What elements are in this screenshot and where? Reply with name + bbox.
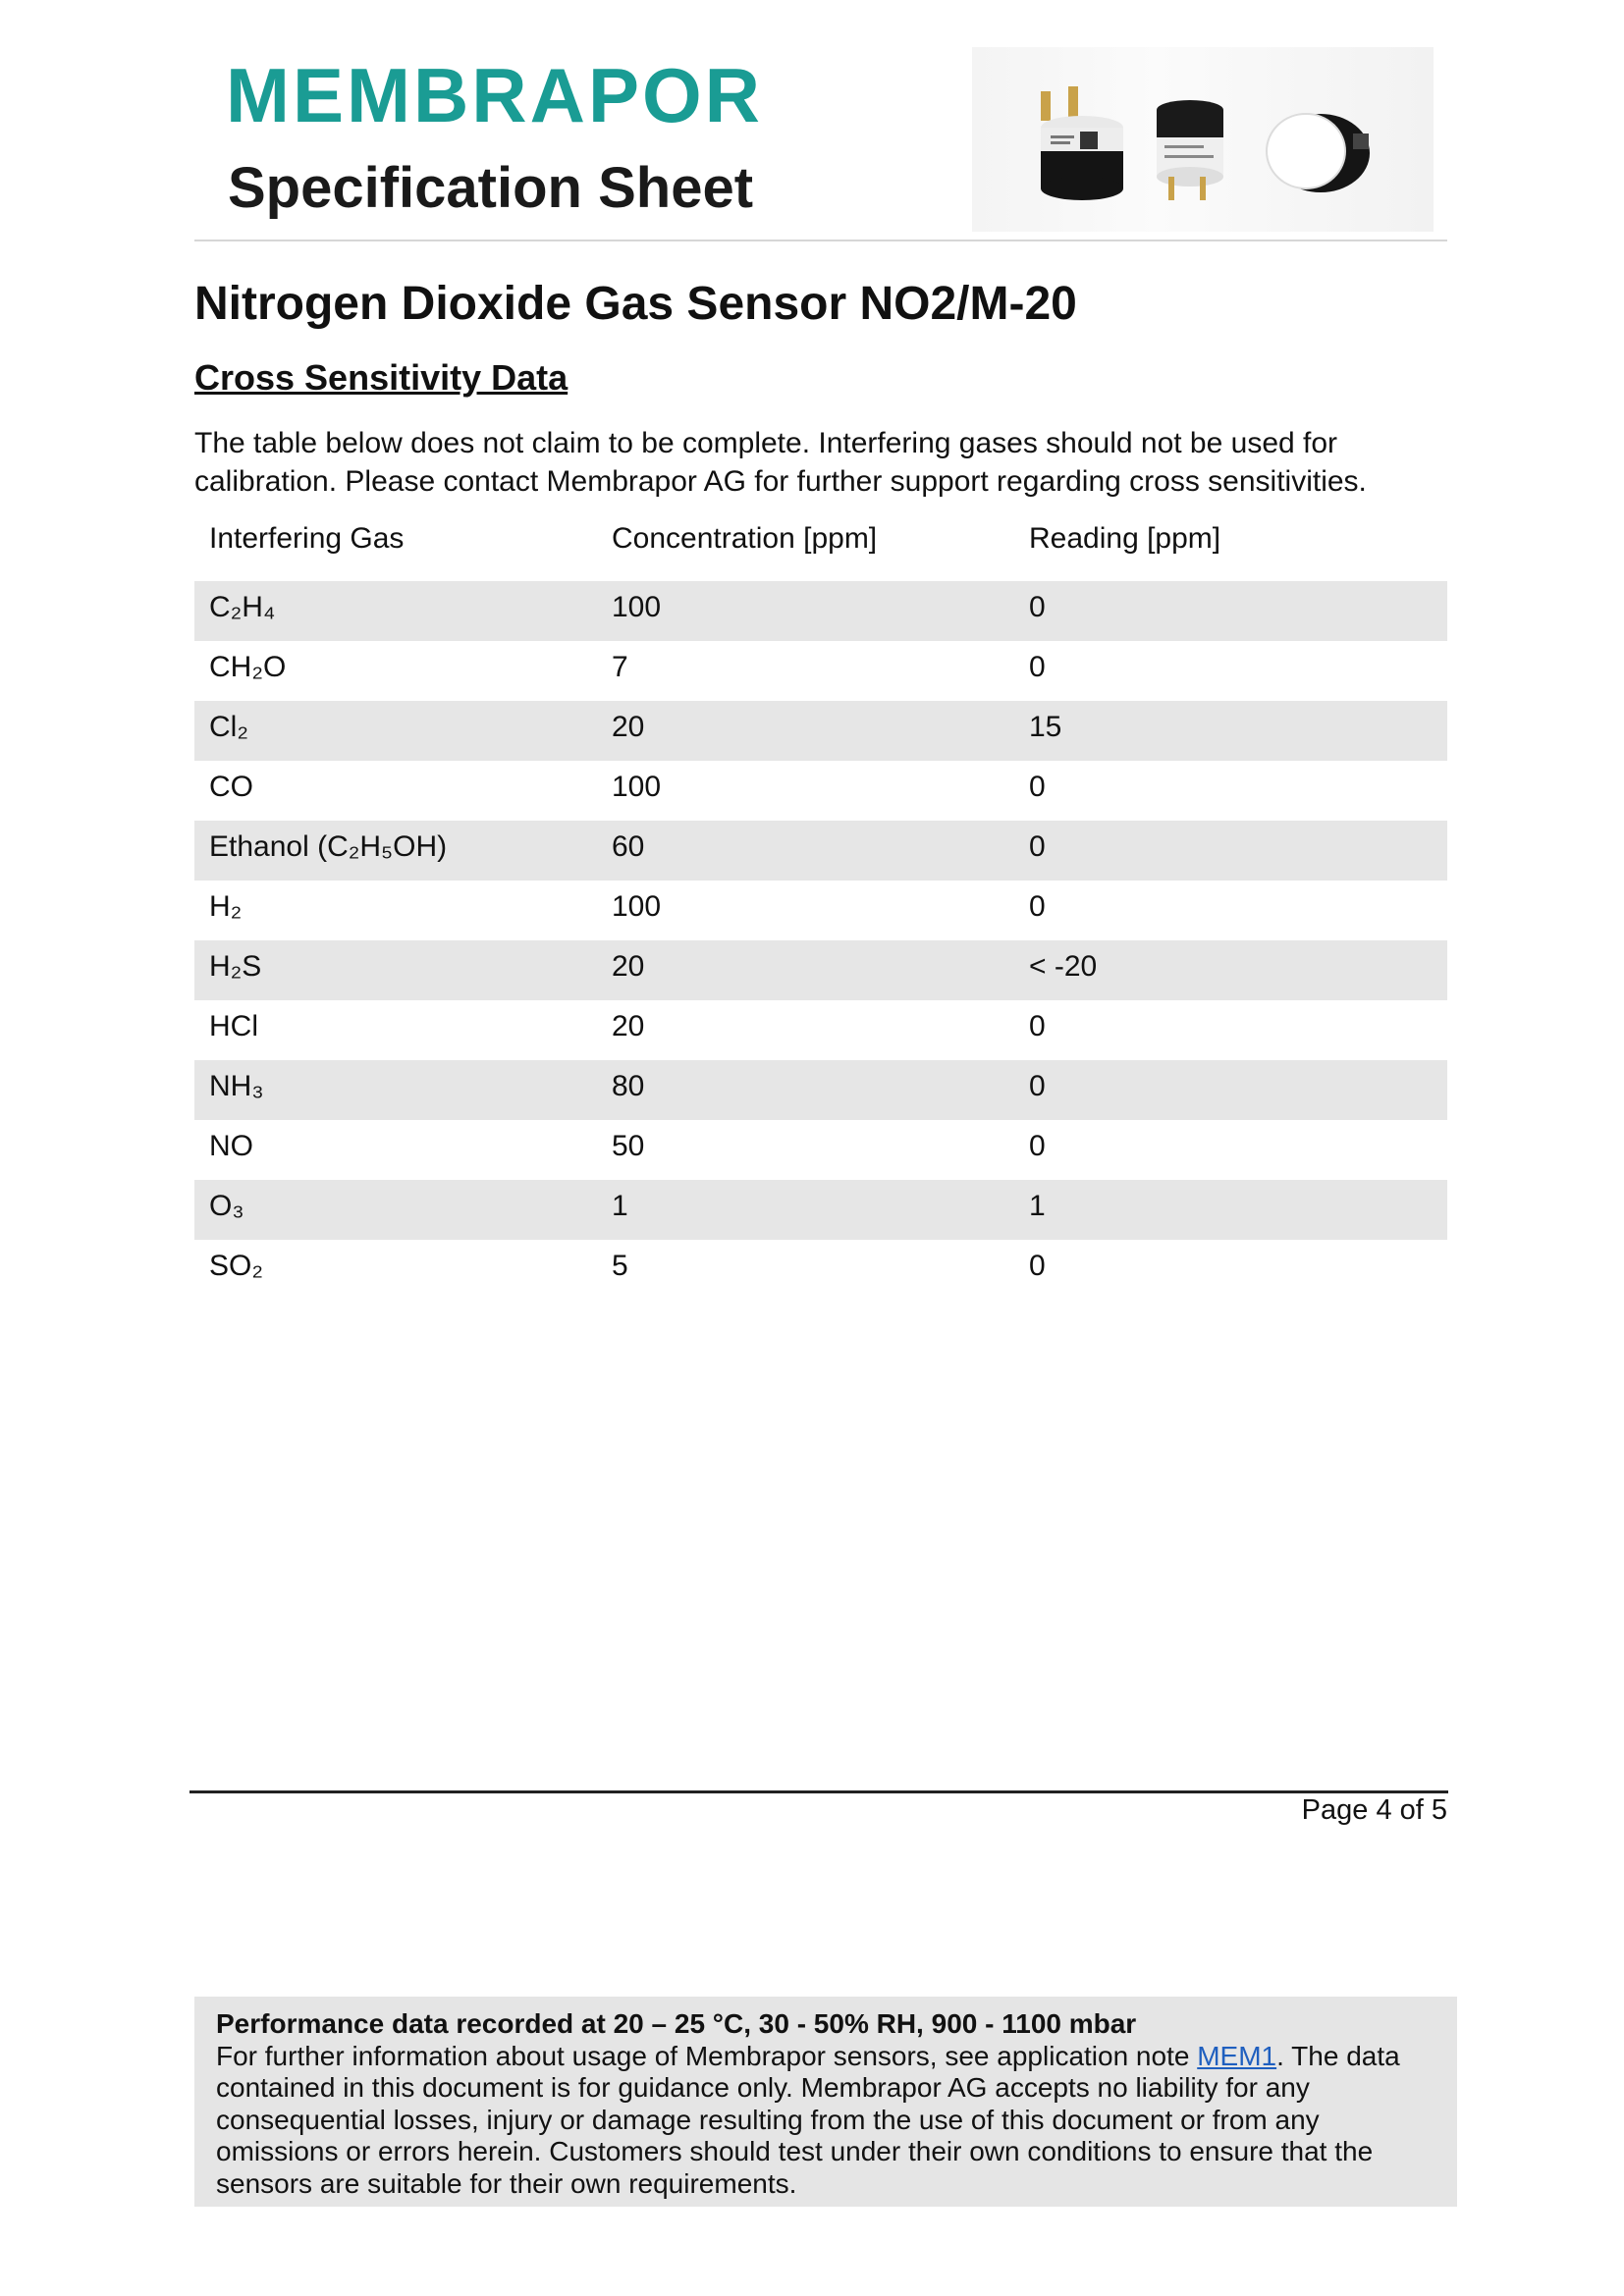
gas-cell: Ethanol (C₂H₅OH) xyxy=(209,830,448,863)
disclaimer-text-end: . The data contained in this document is for guidance only. Membrapor AG accepts no liability for any consequential losses, injury or damage resulting from the use of this document or from any omissions or errors herein. Customers should test under their own conditions to ensure that the sensors are suitable for their own requirements. xyxy=(216,2040,1400,2199)
table-row xyxy=(194,1060,1447,1120)
reading-cell: 0 xyxy=(1029,1010,1046,1042)
reading-cell: < -20 xyxy=(1029,950,1098,983)
reading-cell: 15 xyxy=(1029,711,1062,743)
reading-cell: 0 xyxy=(1029,651,1046,683)
table-row xyxy=(194,1000,1447,1060)
table-row xyxy=(194,881,1447,940)
sensor-left-image xyxy=(1041,86,1123,200)
intro-line-2: calibration. Please contact Membrapor AG for further support regarding cross sensitivities. xyxy=(194,465,1367,498)
reading-cell: 0 xyxy=(1029,830,1046,863)
intro-line-1: The table below does not claim to be complete. Interfering gases should not be used for xyxy=(194,427,1338,459)
gas-cell: H₂ xyxy=(209,890,243,923)
concentration-cell: 7 xyxy=(612,651,628,683)
concentration-cell: 100 xyxy=(612,890,662,923)
gas-cell: C₂H₄ xyxy=(209,591,276,623)
page-number: Page 4 of 5 xyxy=(1301,1794,1447,1826)
concentration-cell: 20 xyxy=(612,950,645,983)
concentration-cell: 5 xyxy=(612,1250,628,1282)
sensor-right-image xyxy=(1267,114,1370,192)
gas-cell: H₂S xyxy=(209,950,262,983)
reading-cell: 0 xyxy=(1029,890,1046,923)
table-row xyxy=(194,940,1447,1000)
mem1-link[interactable]: MEM1 xyxy=(1197,2040,1277,2071)
table-row xyxy=(194,701,1447,761)
reading-cell: 0 xyxy=(1029,1250,1046,1282)
reading-cell: 0 xyxy=(1029,771,1046,803)
disclaimer-heading: Performance data recorded at 20 – 25 °C, 30 - 50% RH, 900 - 1100 mbar xyxy=(216,2008,1137,2039)
table-row xyxy=(194,1240,1447,1300)
table-row xyxy=(194,581,1447,641)
gas-cell: Cl₂ xyxy=(209,711,248,743)
gas-cell: NO xyxy=(209,1130,253,1162)
gas-cell: HCl xyxy=(209,1010,258,1042)
reading-cell: 1 xyxy=(1029,1190,1046,1222)
sensor-photo xyxy=(972,47,1434,232)
column-header-reading: Reading [ppm] xyxy=(1029,522,1221,555)
table-row xyxy=(194,1180,1447,1240)
concentration-cell: 60 xyxy=(612,830,645,863)
gas-cell: O₃ xyxy=(209,1190,244,1222)
gas-cell: CH₂O xyxy=(209,651,287,683)
table-header-row xyxy=(194,512,1447,581)
sensor-middle-image xyxy=(1157,100,1223,200)
reading-cell: 0 xyxy=(1029,1130,1046,1162)
concentration-cell: 20 xyxy=(612,711,645,743)
brand-logo: MEMBRAPOR xyxy=(226,52,763,138)
concentration-cell: 100 xyxy=(612,591,662,623)
concentration-cell: 100 xyxy=(612,771,662,803)
table-row xyxy=(194,821,1447,881)
cross-sensitivity-table xyxy=(194,512,1447,1300)
concentration-cell: 80 xyxy=(612,1070,645,1102)
reading-cell: 0 xyxy=(1029,1070,1046,1102)
sensors-illustration xyxy=(972,47,1434,232)
sheet-subtitle: Specification Sheet xyxy=(228,156,754,220)
header-divider xyxy=(194,240,1447,241)
section-title: Cross Sensitivity Data xyxy=(194,357,568,398)
table-row xyxy=(194,1120,1447,1180)
document-title: Nitrogen Dioxide Gas Sensor NO2/M-20 xyxy=(194,278,1077,330)
reading-cell: 0 xyxy=(1029,591,1046,623)
disclaimer-text-start: For further information about usage of Membrapor sensors, see application note xyxy=(216,2040,1198,2071)
disclaimer-box xyxy=(194,1997,1457,2207)
table-row xyxy=(194,761,1447,821)
footer-divider xyxy=(189,1790,1448,1793)
gas-cell: NH₃ xyxy=(209,1070,264,1102)
concentration-cell: 50 xyxy=(612,1130,645,1162)
column-header-concentration: Concentration [ppm] xyxy=(612,522,878,555)
intro-paragraph xyxy=(194,424,1461,501)
table-row xyxy=(194,641,1447,701)
gas-cell: SO₂ xyxy=(209,1250,263,1282)
column-header-gas: Interfering Gas xyxy=(209,522,405,555)
concentration-cell: 1 xyxy=(612,1190,628,1222)
gas-cell: CO xyxy=(209,771,253,803)
concentration-cell: 20 xyxy=(612,1010,645,1042)
